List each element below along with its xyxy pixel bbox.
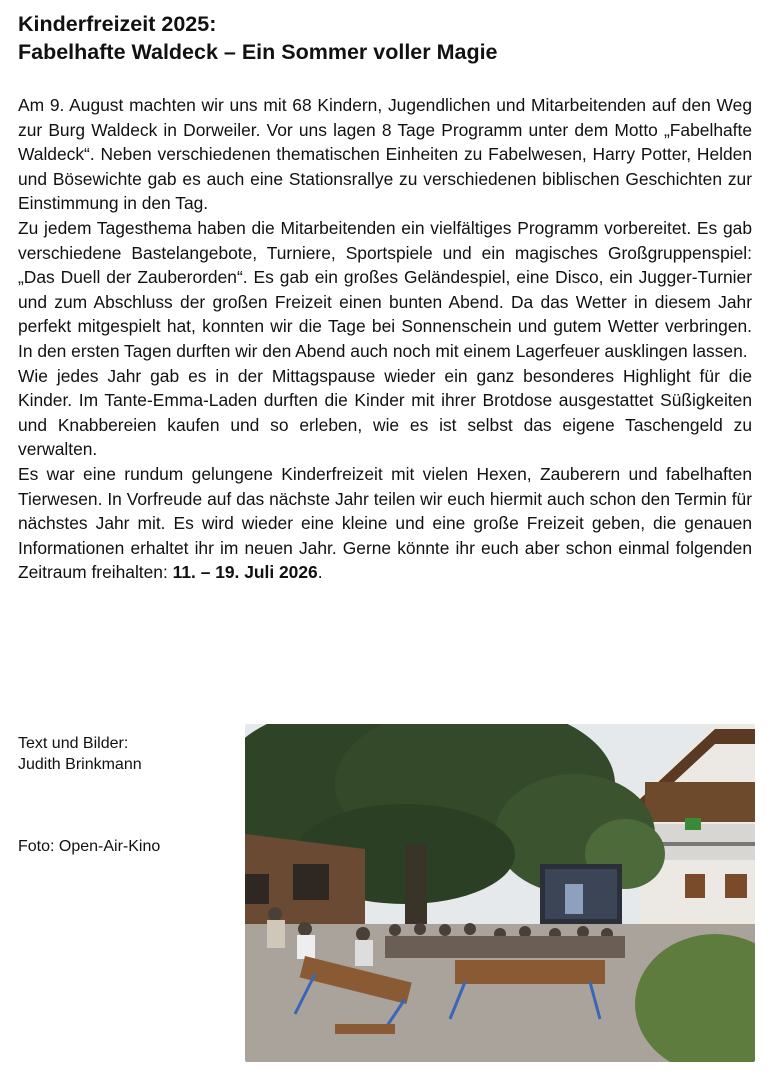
article-body: [18, 93, 752, 585]
photo-illustration: [245, 724, 755, 1062]
next-dates: 11. – 19. Juli 2026: [172, 562, 318, 583]
credit-label: Text und Bilder:: [18, 735, 129, 752]
title-line-2: Fabelhafte Waldeck – Ein Sommer voller Magie: [18, 40, 498, 64]
paragraph-2: Zu jedem Tagesthema haben die Mitarbeitenden ein vielfältiges Programm vorbereitet. Es gab verschiedene Bastelangebote, Turniere, Sportspiele und ein magisches Großgruppenspiel: „Das Duell der Zauberorden“. Es gab ein großes Geländespiel, eine Disco, ein Jugger-Turnier und zum Abschluss der großen Freizeit einen bunten Abend. Da das Wetter in diesem Jahr perfekt mitgespielt hat, konnten wir die Tage bei Sonnenschein und gutem Wetter verbringen. In den ersten Tagen durften wir den Abend auch noch mit einem Lagerfeuer ausklingen lassen.: [18, 217, 752, 361]
author-credit: [18, 733, 142, 775]
article-title: [18, 10, 758, 66]
paragraph-4-end: .: [317, 562, 323, 583]
hut: [245, 834, 365, 929]
photo-caption: Foto: Open-Air-Kino: [18, 838, 161, 855]
paragraph-1: Am 9. August machten wir uns mit 68 Kindern, Jugendlichen und Mitarbeitenden auf den Weg zur Burg Waldeck in Dorweiler. Vor uns lagen 8 Tage Programm unter dem Motto „Fabelhafte Waldeck“. Neben verschiedenen thematischen Einheiten zu Fabelwesen, Harry Potter, Helden und Bösewichte gab es auch eine Stationsrallye zu verschiedenen biblischen Geschichten zur Einstimmung in den Tag.: [18, 95, 752, 214]
open-air-cinema-photo: [245, 724, 755, 1062]
credit-author: Judith Brinkmann: [18, 756, 142, 773]
projection-screen: [540, 864, 622, 924]
paragraph-4: [18, 462, 752, 585]
paragraph-3: Wie jedes Jahr gab es in der Mittagspause wieder ein ganz besonderes Highlight für die Kinder. Im Tante-Emma-Laden durften die Kinder mit ihrer Brotdose ausgestattet Süßigkeiten und Knabbereien kaufen und so erleben, wie es ist selbst das eigene Taschengeld zu verwalten.: [18, 365, 752, 460]
title-line-1: Kinderfreizeit 2025:: [18, 12, 217, 36]
paragraph-4-text: Es war eine rundum gelungene Kinderfreizeit mit vielen Hexen, Zauberern und fabelhaften Tierwesen. In Vorfreude auf das nächste Jahr teilen wir euch hiermit auch schon den Termin für nächstes Jahr mit. Es wird wieder eine kleine und eine große Freizeit geben, die genauen Informationen erhaltet ihr im neuen Jahr. Gerne könnte ihr euch aber schon einmal folgenden Zeitraum freihalten:: [18, 463, 752, 583]
